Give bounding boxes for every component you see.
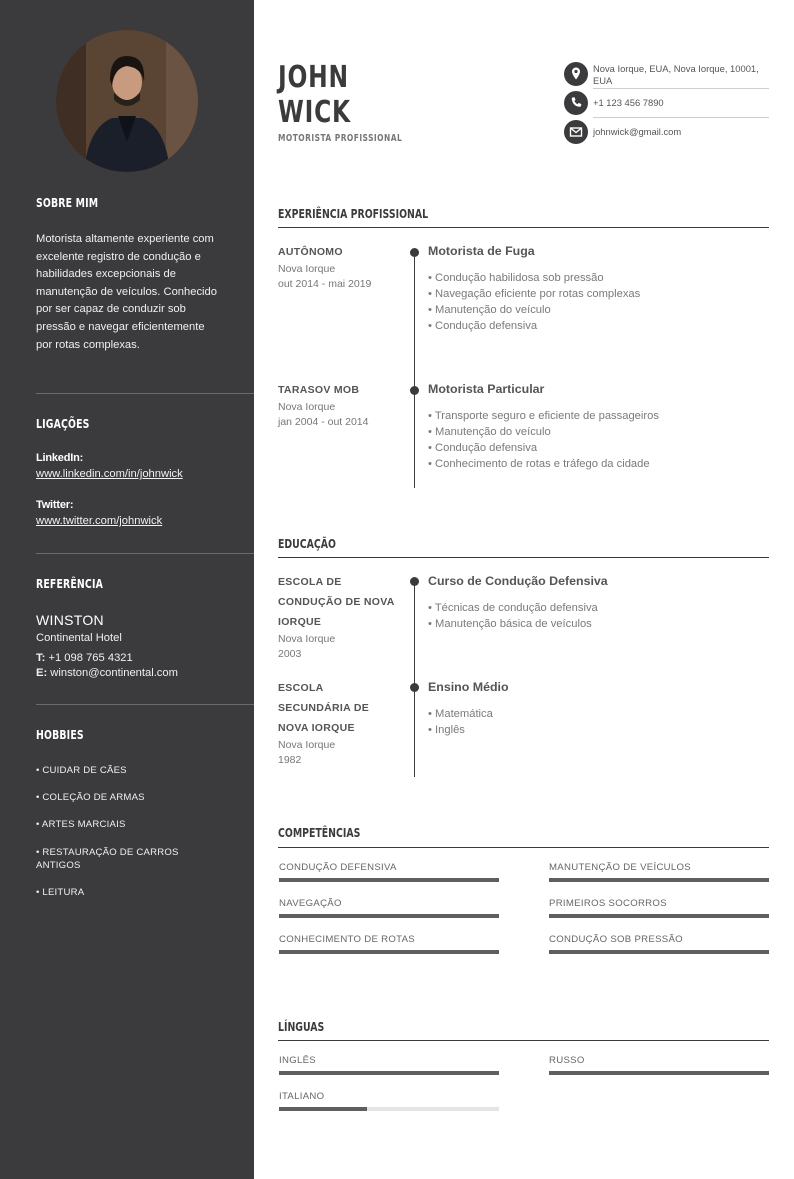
section-rule xyxy=(278,227,769,228)
language-bar xyxy=(279,1107,499,1111)
bullet-item: • Condução defensiva xyxy=(428,440,659,456)
job-role: MOTORISTA PROFISSIONAL xyxy=(278,133,403,144)
bullet-item: • Manutenção do veículo xyxy=(428,424,659,440)
skill-label: NAVEGAÇÃO xyxy=(279,898,342,909)
language-bar-fill xyxy=(279,1107,367,1111)
experience-title: EXPERIÊNCIA PROFISSIONAL xyxy=(278,207,429,221)
sidebar xyxy=(0,0,254,1179)
linkedin-link[interactable]: www.linkedin.com/in/johnwick xyxy=(36,468,183,480)
education-place: Nova Iorque xyxy=(278,739,336,751)
language-label: ITALIANO xyxy=(279,1091,325,1102)
experience-place: Nova Iorque xyxy=(278,401,336,413)
about-text: Motorista altamente experiente com excelente registro de condução e habilidades excepcionais de manutenção de veículos. Conhecido por ser capaz de conduzir sob pressão e navegar eficientemente por rotas complexas. xyxy=(36,233,217,351)
bullet-item: • Inglês xyxy=(428,722,493,738)
hobbies-title: HOBBIES xyxy=(36,728,84,742)
education-period: 2003 xyxy=(278,648,302,660)
first-name: JOHN xyxy=(278,60,349,95)
reference-email-label: E: xyxy=(36,667,48,679)
divider xyxy=(593,88,769,89)
reference-phone xyxy=(36,652,133,664)
timeline-dot xyxy=(410,248,419,257)
reference-company: Continental Hotel xyxy=(36,632,122,644)
skill-bar xyxy=(279,950,499,954)
bullet-item: • Transporte seguro e eficiente de passageiros xyxy=(428,408,659,424)
divider xyxy=(36,393,254,394)
reference-phone-label: T: xyxy=(36,652,46,664)
timeline-line xyxy=(414,580,415,777)
hobby-item: • COLEÇÃO DE ARMAS xyxy=(36,792,145,803)
profile-photo xyxy=(56,30,198,172)
education-bullets xyxy=(428,600,598,632)
languages-title: LÍNGUAS xyxy=(278,1020,325,1034)
experience-bullets xyxy=(428,270,640,334)
reference-title: REFERÊNCIA xyxy=(36,577,103,591)
contact-phone: +1 123 456 7890 xyxy=(593,97,664,108)
reference-email-value: winston@continental.com xyxy=(50,667,178,679)
bullet-item: • Manutenção do veículo xyxy=(428,302,640,318)
section-rule xyxy=(278,847,769,848)
language-label: INGLÊS xyxy=(279,1055,316,1066)
bullet-item: • Navegação eficiente por rotas complexas xyxy=(428,286,640,302)
bullet-item: • Condução habilidosa sob pressão xyxy=(428,270,640,286)
language-bar xyxy=(549,1071,769,1075)
skill-bar xyxy=(549,914,769,918)
divider xyxy=(36,553,254,554)
experience-org: TARASOV MOB xyxy=(278,384,360,396)
section-rule xyxy=(278,1040,769,1041)
language-bar-fill xyxy=(549,1071,769,1075)
skill-label: CONDUÇÃO SOB PRESSÃO xyxy=(549,934,683,945)
divider xyxy=(36,704,254,705)
bullet-item: • Condução defensiva xyxy=(428,318,640,334)
education-bullets xyxy=(428,706,493,738)
skill-bar-fill xyxy=(279,878,499,882)
reference-email xyxy=(36,667,178,679)
reference-name: WINSTON xyxy=(36,612,104,628)
skill-bar-fill xyxy=(549,914,769,918)
skill-bar xyxy=(279,878,499,882)
experience-place: Nova Iorque xyxy=(278,263,336,275)
linkedin-label: LinkedIn: xyxy=(36,452,84,464)
bullet-item: • Técnicas de condução defensiva xyxy=(428,600,598,616)
education-course: Curso de Condução Defensiva xyxy=(428,574,608,588)
skill-bar xyxy=(549,878,769,882)
skill-label: MANUTENÇÃO DE VEÍCULOS xyxy=(549,862,691,873)
divider xyxy=(593,117,769,118)
timeline-dot xyxy=(410,683,419,692)
experience-org: AUTÔNOMO xyxy=(278,246,343,258)
skills-title: COMPETÊNCIAS xyxy=(278,826,361,840)
education-period: 1982 xyxy=(278,754,302,766)
bullet-item: • Matemática xyxy=(428,706,493,722)
reference-phone-value: +1 098 765 4321 xyxy=(48,652,133,664)
skill-label: CONHECIMENTO DE ROTAS xyxy=(279,934,416,945)
section-rule xyxy=(278,557,769,558)
hobby-item: • CUIDAR DE CÃES xyxy=(36,765,127,776)
location-pin-icon xyxy=(564,62,588,86)
skill-bar-fill xyxy=(279,950,499,954)
experience-period: jan 2004 - out 2014 xyxy=(278,416,369,428)
bullet-item: • Manutenção básica de veículos xyxy=(428,616,598,632)
contact-email: johnwick@gmail.com xyxy=(593,126,682,137)
phone-icon xyxy=(564,91,588,115)
contact-address: Nova Iorque, EUA, Nova Iorque, 10001, EUA xyxy=(593,63,759,86)
last-name: WICK xyxy=(278,95,351,130)
timeline-line xyxy=(414,251,415,488)
hobby-item: • LEITURA xyxy=(36,887,85,898)
education-course: Ensino Médio xyxy=(428,680,509,694)
hobby-item: • RESTAURAÇÃO DE CARROS ANTIGOS xyxy=(36,847,179,871)
skill-bar-fill xyxy=(549,950,769,954)
links-title: LIGAÇÕES xyxy=(36,417,90,431)
skill-bar-fill xyxy=(549,878,769,882)
about-title: SOBRE MIM xyxy=(36,196,99,210)
skill-label: CONDUÇÃO DEFENSIVA xyxy=(279,862,397,873)
skill-label: PRIMEIROS SOCORROS xyxy=(549,898,667,909)
skill-bar xyxy=(549,950,769,954)
skill-bar-fill xyxy=(279,914,499,918)
education-org: ESCOLA SECUNDÁRIA DE NOVA IORQUE xyxy=(278,682,370,734)
language-label: RUSSO xyxy=(549,1055,585,1066)
education-title: EDUCAÇÃO xyxy=(278,537,336,551)
timeline-dot xyxy=(410,577,419,586)
bullet-item: • Conhecimento de rotas e tráfego da cidade xyxy=(428,456,659,472)
hobby-item: • ARTES MARCIAIS xyxy=(36,819,126,830)
experience-position: Motorista de Fuga xyxy=(428,244,535,258)
twitter-label: Twitter: xyxy=(36,499,74,511)
education-org: ESCOLA DE CONDUÇÃO DE NOVA IORQUE xyxy=(278,576,395,628)
experience-position: Motorista Particular xyxy=(428,382,545,396)
language-bar xyxy=(279,1071,499,1075)
language-bar-fill xyxy=(279,1071,499,1075)
experience-bullets xyxy=(428,408,659,472)
envelope-icon xyxy=(564,120,588,144)
twitter-link[interactable]: www.twitter.com/johnwick xyxy=(36,515,163,527)
skill-bar xyxy=(279,914,499,918)
education-place: Nova Iorque xyxy=(278,633,336,645)
timeline-dot xyxy=(410,386,419,395)
experience-period: out 2014 - mai 2019 xyxy=(278,278,372,290)
